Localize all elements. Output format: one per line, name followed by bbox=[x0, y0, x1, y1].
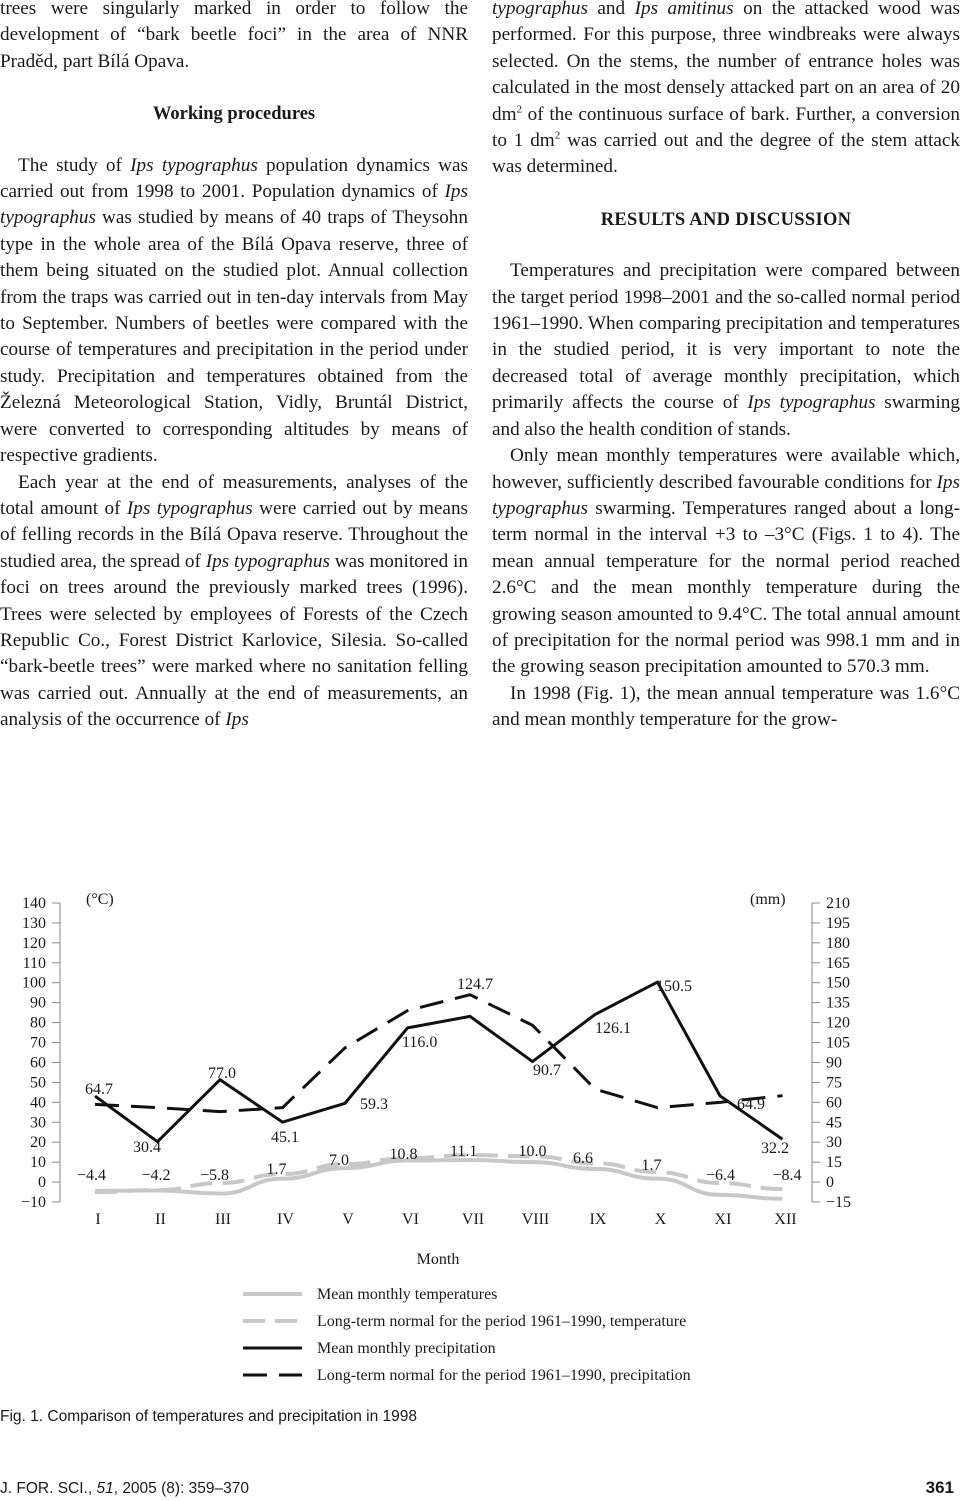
right-axis-tick-label: −15 bbox=[826, 1194, 852, 1211]
temperature-data-label: 1.7 bbox=[266, 1161, 287, 1178]
left-axis-unit: (°C) bbox=[86, 891, 114, 908]
x-tick-label: IX bbox=[589, 1211, 607, 1228]
temperature-data-label: 11.1 bbox=[450, 1143, 478, 1160]
right-axis-tick-label: 45 bbox=[826, 1114, 842, 1132]
precipitation-data-label: 64.9 bbox=[737, 1096, 765, 1113]
x-axis-title: Month bbox=[416, 1251, 460, 1268]
legend-label-2: Long-term normal for the period 1961–1990, temperature bbox=[317, 1313, 687, 1330]
left-axis-tick-label: 120 bbox=[22, 934, 46, 952]
left-axis-tick-label: 80 bbox=[30, 1014, 46, 1032]
precipitation-data-label: 124.7 bbox=[457, 976, 493, 993]
left-axis-tick-label: 50 bbox=[30, 1074, 46, 1092]
right-axis-tick-label: 180 bbox=[826, 934, 850, 952]
left-axis-tick-label: 110 bbox=[22, 954, 46, 972]
precipitation-data-label: 32.2 bbox=[761, 1140, 789, 1157]
right-axis-tick-label: 60 bbox=[826, 1094, 842, 1112]
x-tick-label: VI bbox=[402, 1211, 419, 1228]
left-axis-tick-label: 140 bbox=[22, 895, 46, 912]
precipitation-data-label: 45.1 bbox=[271, 1129, 299, 1146]
temperature-data-label: −8.4 bbox=[772, 1167, 802, 1184]
paragraph: Temperatures and precipitation were compared between the target period 1998–2001 and the so-called normal period 1961–1990. When comparing precipitation and temperatures in the studied period, it is very important to note the decreased total of average monthly precipitation, which primarily affects the course of Ips typographus swarming and also the health condition of stands. bbox=[492, 260, 960, 440]
temperature-data-label: −5.8 bbox=[200, 1167, 230, 1184]
right-axis-tick-label: 30 bbox=[826, 1134, 842, 1152]
chart bbox=[0, 880, 960, 1400]
journal-citation: J. FOR. SCI., 51, 2005 (8): 359–370 bbox=[0, 1480, 250, 1497]
left-axis-tick-label: 40 bbox=[30, 1094, 46, 1112]
right-axis-tick-label: 165 bbox=[826, 954, 850, 972]
right-axis-tick-label: 15 bbox=[826, 1154, 842, 1172]
precipitation-data-label: 126.1 bbox=[595, 1020, 631, 1037]
left-axis-tick-label: 0 bbox=[38, 1174, 46, 1192]
x-tick-label: II bbox=[155, 1211, 166, 1228]
x-tick-label: V bbox=[342, 1211, 354, 1228]
right-column bbox=[492, 0, 960, 734]
series-line-4 bbox=[95, 995, 783, 1112]
left-axis-tick-label: −10 bbox=[20, 1194, 46, 1211]
precipitation-data-label: 150.5 bbox=[656, 978, 692, 995]
right-axis-tick-label: 90 bbox=[826, 1054, 842, 1072]
precipitation-data-label: 64.7 bbox=[85, 1081, 113, 1098]
precipitation-data-label: 77.0 bbox=[208, 1065, 236, 1082]
temperature-data-label: 6.6 bbox=[573, 1150, 593, 1167]
series-line-1 bbox=[95, 1160, 783, 1199]
legend-label-3: Mean monthly precipitation bbox=[317, 1340, 496, 1357]
series-line-3 bbox=[95, 982, 783, 1142]
right-axis-tick-label: 120 bbox=[826, 1014, 850, 1032]
paragraph: The study of Ips typographus population dynamics was carried out from 1998 to 2001. Population dynamics of Ips typographus was studied by means of 40 traps of Theysohn type in the whole area of the Bílá Opava reserve, three of them being situated on the studied plot. Annual collection from the traps was carried out in ten-day intervals from May to September. Numbers of beetles were compared with the course of temperatures and precipitation in the period under study. Precipitation and temperatures obtained from the Železná Meteorological Station, Vidly, Bruntál District, were converted to corresponding altitudes by means of respective gradients. bbox=[0, 154, 468, 467]
temperature-data-label: −4.4 bbox=[77, 1167, 107, 1184]
x-tick-label: III bbox=[215, 1211, 231, 1228]
left-axis-tick-label: 20 bbox=[30, 1134, 46, 1152]
right-axis-tick-label: 135 bbox=[826, 994, 850, 1012]
x-tick-label: I bbox=[95, 1211, 101, 1228]
legend-label-1: Mean monthly temperatures bbox=[317, 1286, 498, 1303]
left-axis-tick-label: 70 bbox=[30, 1034, 46, 1052]
x-tick-label: VIII bbox=[521, 1211, 550, 1228]
left-axis-tick-label: 100 bbox=[22, 974, 46, 992]
left-column bbox=[0, 0, 468, 734]
precipitation-data-label: 90.7 bbox=[533, 1062, 561, 1079]
paragraph: typographus and Ips amitinus on the attacked wood was performed. For this purpose, three windbreaks were always selected. On the stems, the number of entrance holes was calculated in the most densely attacked part on an area of 20 $dm^2$ of the continuous surface of bark. Further, a conversion to 1 $dm^2$ was carried out and the degree of the stem attack was determined. bbox=[492, 0, 960, 178]
right-axis-tick-label: 105 bbox=[826, 1034, 850, 1052]
temperature-data-label: 10.8 bbox=[389, 1146, 418, 1163]
temperature-data-label: 1.7 bbox=[641, 1157, 662, 1174]
temperature-data-label: 10.0 bbox=[518, 1143, 547, 1160]
left-axis-tick-label: 30 bbox=[30, 1114, 46, 1132]
precipitation-data-label: 30.4 bbox=[133, 1139, 161, 1156]
figure-1 bbox=[0, 880, 960, 1384]
right-axis-tick-label: 75 bbox=[826, 1074, 842, 1092]
paragraph: In 1998 (Fig. 1), the mean annual temperature was 1.6°C and mean monthly temperature for the grow- bbox=[492, 682, 960, 731]
paragraph: Only mean monthly temperatures were available which, however, sufficiently described favourable conditions for Ips typographus swarming. Temperatures ranged about a long-term normal in the interval +3 to –3°C (Figs. 1 to 4). The mean annual temperature for the normal period reached 2.6°C and the mean monthly temperature during the growing season amounted to 9.4°C. The total annual amount of precipitation for the normal period was 998.1 mm and in the growing season precipitation amounted to 570.3 mm. bbox=[492, 445, 960, 678]
right-axis-tick-label: 195 bbox=[826, 914, 850, 932]
x-tick-label: XII bbox=[774, 1211, 797, 1228]
legend-label-4: Long-term normal for the period 1961–1990, precipitation bbox=[317, 1367, 691, 1384]
precipitation-data-label: 116.0 bbox=[402, 1034, 438, 1051]
temperature-data-label: 7.0 bbox=[329, 1152, 349, 1169]
x-tick-label: XI bbox=[714, 1211, 732, 1228]
right-axis-tick-label: 210 bbox=[826, 895, 850, 912]
temperature-data-label: −4.2 bbox=[141, 1167, 171, 1184]
left-axis-tick-label: 10 bbox=[30, 1154, 46, 1172]
left-axis-tick-label: 60 bbox=[30, 1054, 46, 1072]
right-axis-tick-label: 0 bbox=[826, 1174, 834, 1192]
page-number: 361 bbox=[925, 1478, 954, 1497]
left-axis-tick-label: 130 bbox=[22, 914, 46, 932]
x-tick-label: VII bbox=[461, 1211, 485, 1228]
right-axis-unit: (mm) bbox=[750, 891, 786, 908]
right-axis-tick-label: 150 bbox=[826, 974, 850, 992]
figure-caption: Fig. 1. Comparison of temperatures and precipitation in 1998 bbox=[0, 1408, 418, 1425]
paragraph: trees were singularly marked in order to follow the development of “bark beetle foci” in the area of NNR Praděd, part Bílá Opava. bbox=[0, 0, 468, 72]
precipitation-data-label: 59.3 bbox=[360, 1096, 388, 1113]
left-axis-tick-label: 90 bbox=[30, 994, 46, 1012]
paragraph: Each year at the end of measurements, analyses of the total amount of Ips typographus were carried out by means of felling records in the Bílá Opava reserve. Throughout the studied area, the spread of Ips typographus was monitored in foci on trees around the previously marked trees (1996). Trees were selected by employees of Forests of the Czech Republic Co., Forest District Karlovice, Silesia. So-called “bark-beetle trees” were marked where no sanitation felling was carried out. Annually at the end of measurements, an analysis of the occurrence of Ips bbox=[0, 471, 469, 731]
section-heading: RESULTS AND DISCUSSION bbox=[600, 209, 852, 230]
x-tick-label: IV bbox=[277, 1211, 294, 1228]
section-heading: Working procedures bbox=[152, 104, 316, 125]
temperature-data-label: −6.4 bbox=[706, 1167, 736, 1184]
x-tick-label: X bbox=[654, 1211, 667, 1228]
